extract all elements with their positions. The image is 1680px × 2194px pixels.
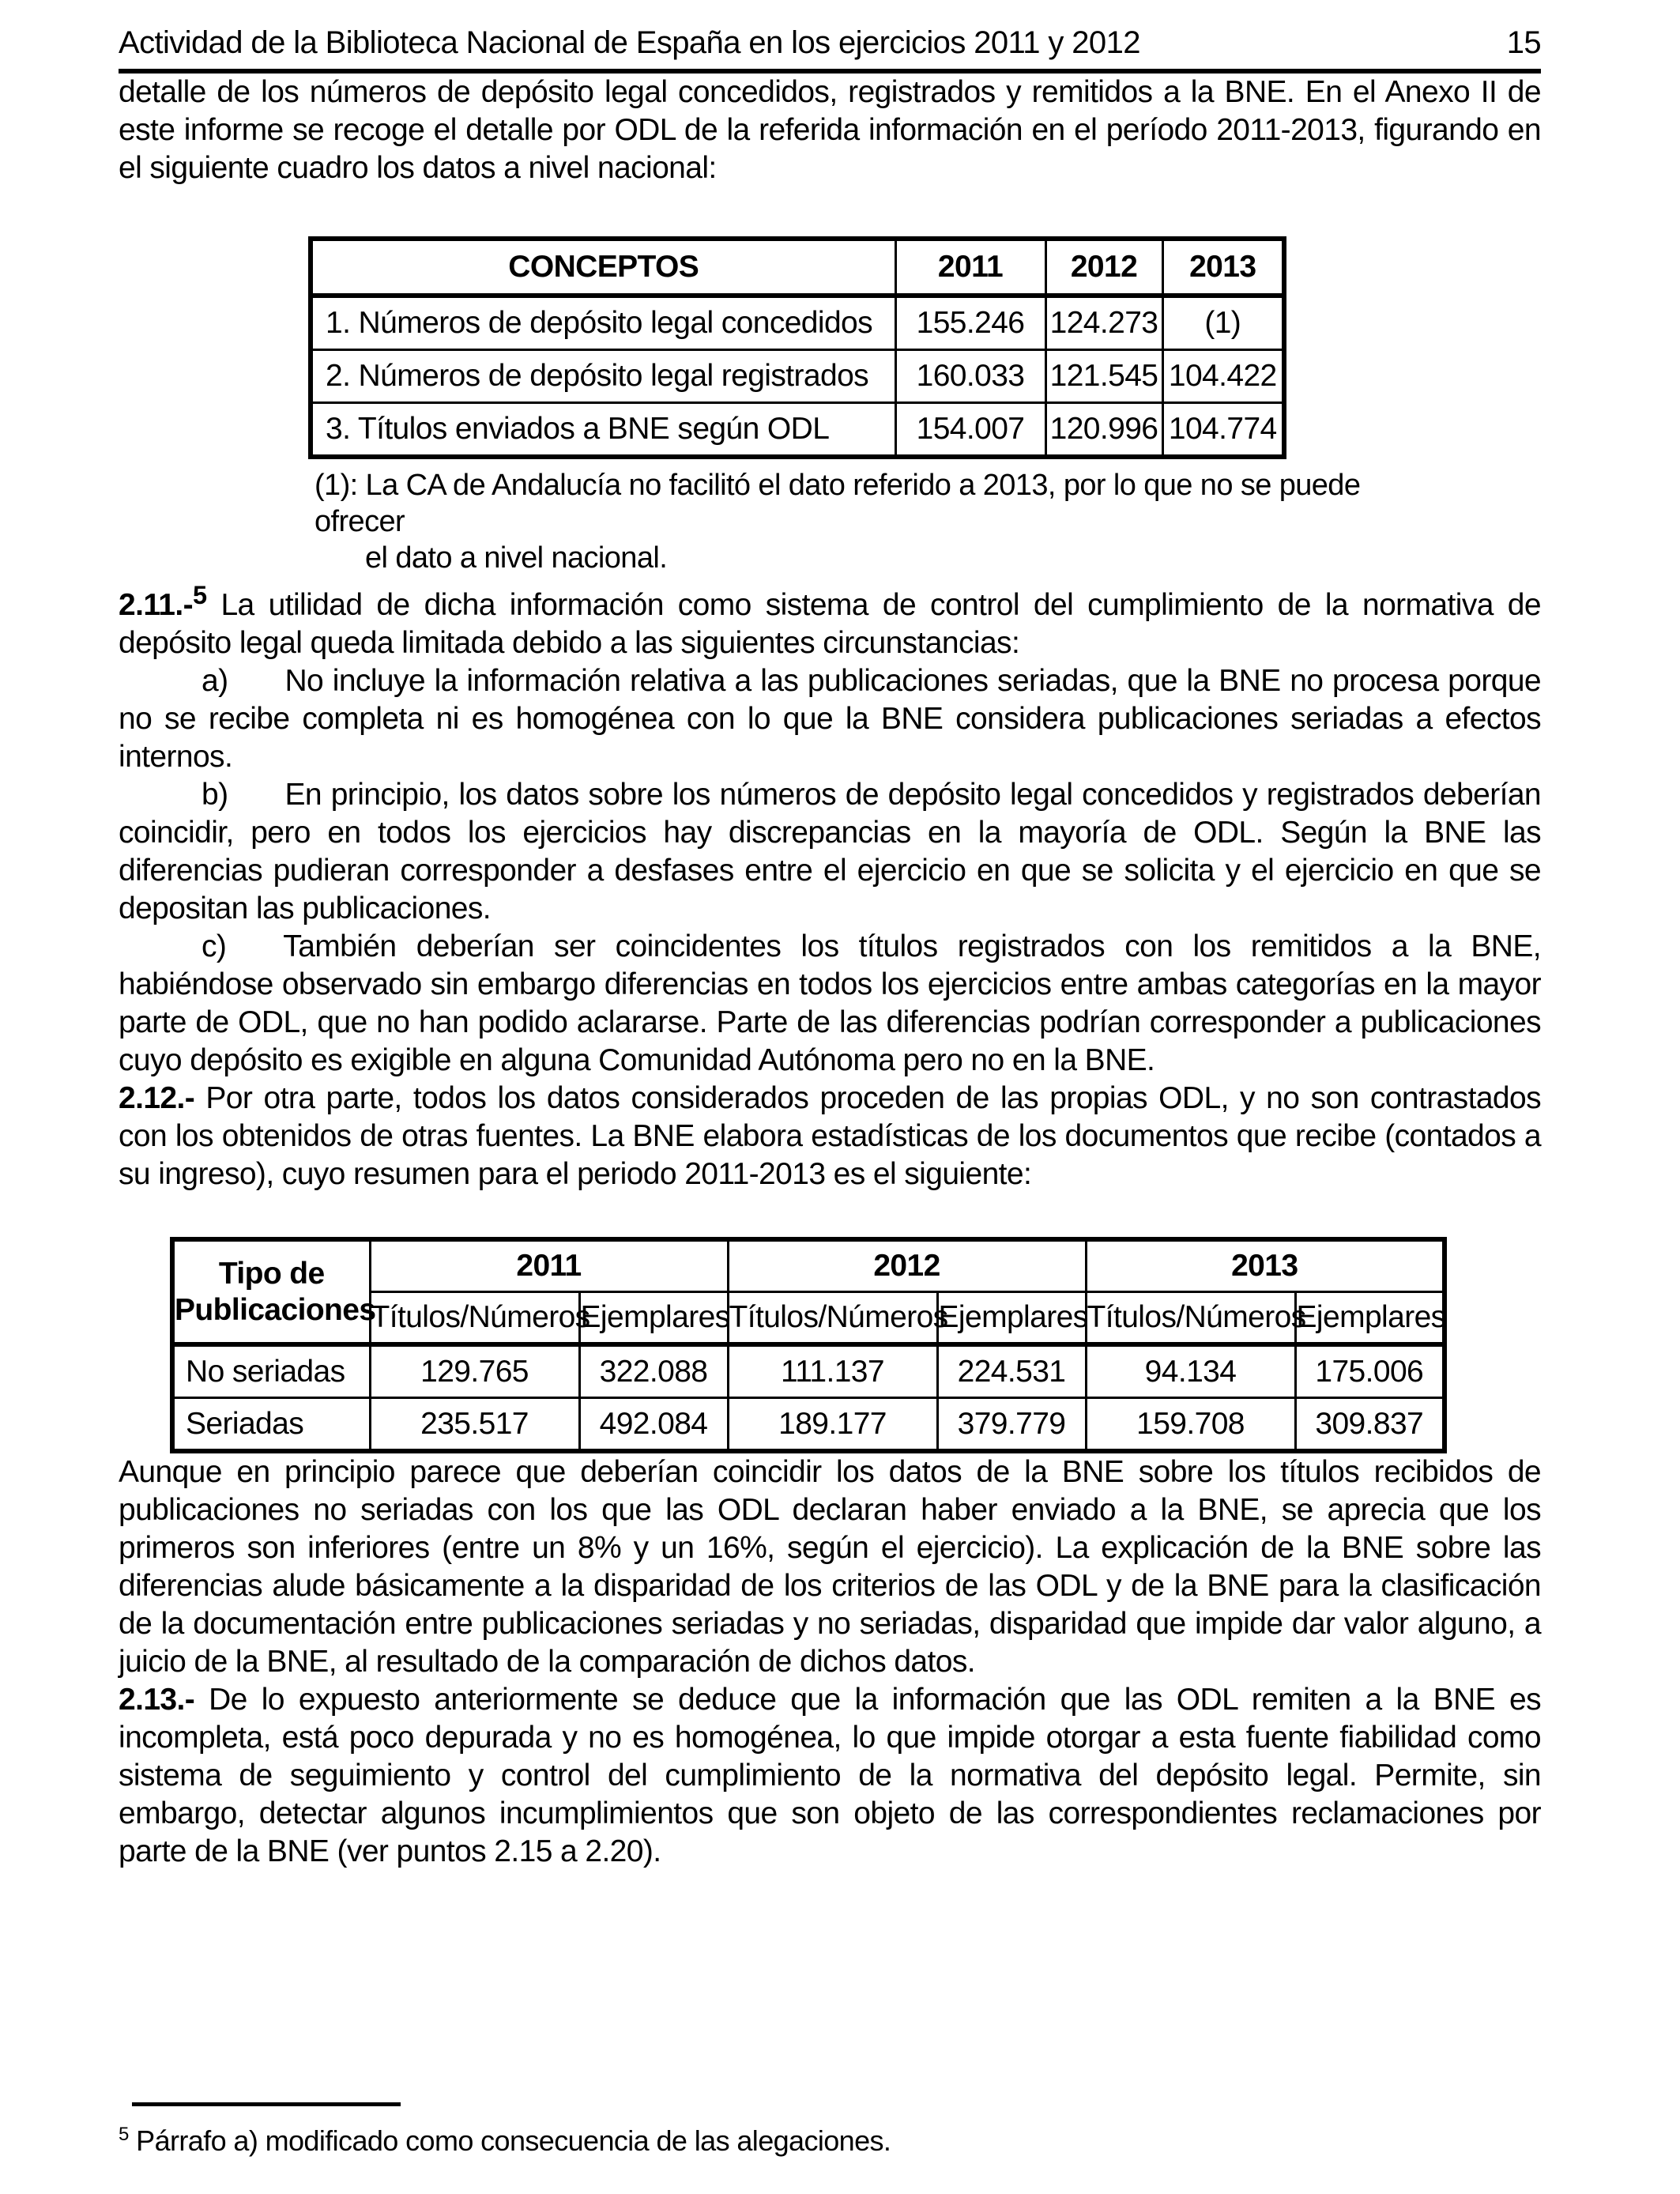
item-text: No incluye la información relativa a las publicaciones seriadas, que la BNE no procesa porque no se recibe completa ni es homogénea con lo que la BNE considera publicaciones seriadas a efectos internos. xyxy=(119,664,1541,774)
footnote-area xyxy=(119,2102,1541,2187)
subheader-titulos: Títulos/Números xyxy=(370,1292,579,1345)
table-cell: 235.517 xyxy=(370,1398,579,1452)
corner-header: Tipo de Publicaciones xyxy=(172,1239,370,1344)
column-header-2013: 2013 xyxy=(1162,239,1284,296)
table-cell: 104.422 xyxy=(1162,350,1284,403)
item-label: c) xyxy=(202,929,227,963)
list-item-a xyxy=(119,662,1541,776)
subheader-titulos: Títulos/Números xyxy=(728,1292,937,1345)
table-footnote xyxy=(315,467,1405,576)
aunque-paragraph: Aunque en principio parece que deberían coincidir los datos de la BNE sobre los títulos recibidos de publicaciones no seriadas con los que las ODL declaran haber enviado a la BNE, se aprecia que los primeros son inferiores (entre un 8% y un 16%, según el ejercicio). La explicación de la BNE sobre las diferencias alude básicamente a la disparidad de los criterios de las ODL y de la BNE para la clasificación de la documentación entre publicaciones seriadas y no seriadas, disparidad que impide dar valor alguno, a juicio de la BNE, al resultado de la comparación de dichos datos. xyxy=(119,1455,1541,1679)
table-footnote-line2: el dato a nivel nacional. xyxy=(365,541,668,575)
table-year-header-row xyxy=(172,1239,1445,1292)
table-cell: 322.088 xyxy=(579,1344,728,1398)
table-row xyxy=(311,350,1284,403)
table-footnote-line1: (1): La CA de Andalucía no facilitó el dato referido a 2013, por lo que no se puede ofrecer xyxy=(315,469,1361,538)
table-cell: 160.033 xyxy=(895,350,1045,403)
subheader-titulos: Títulos/Números xyxy=(1086,1292,1295,1345)
table-cell: (1) xyxy=(1162,296,1284,350)
table-cell: 154.007 xyxy=(895,403,1045,458)
subheader-ejemplares: Ejemplares xyxy=(579,1292,728,1345)
page-header xyxy=(119,24,1541,74)
section-number: 2.11.- xyxy=(119,588,193,622)
publications-table xyxy=(170,1237,1447,1453)
table-row xyxy=(311,403,1284,458)
table-cell: 492.084 xyxy=(579,1398,728,1452)
row-label: Seriadas xyxy=(172,1398,370,1452)
section-2-13 xyxy=(119,1681,1541,1871)
page-number: 15 xyxy=(1506,25,1541,60)
table-cell: 155.246 xyxy=(895,296,1045,350)
subheader-ejemplares: Ejemplares xyxy=(937,1292,1086,1345)
table-row xyxy=(172,1344,1445,1398)
section-text: De lo expuesto anteriormente se deduce que la información que las ODL remiten a la BNE es incompleta, está poco depurada y no es homogénea, lo que impide otorgar a esta fuente fiabilidad como sistema de seguimiento y control del cumplimiento de la normativa del depósito legal. Permite, sin embargo, detectar algunos incumplimientos que son objeto de las correspondientes reclamaciones por parte de la BNE (ver puntos 2.15 a 2.20). xyxy=(119,1683,1541,1868)
table-cell: 104.774 xyxy=(1162,403,1284,458)
table-cell: 309.837 xyxy=(1295,1398,1445,1452)
table-cell: 129.765 xyxy=(370,1344,579,1398)
column-header-2012: 2012 xyxy=(1045,239,1162,296)
footnote-marker-5: 5 xyxy=(192,581,207,609)
table-header-row xyxy=(311,239,1284,296)
year-header-2013: 2013 xyxy=(1086,1239,1445,1292)
table-cell: 224.531 xyxy=(937,1344,1086,1398)
row-label: 3. Títulos enviados a BNE según ODL xyxy=(311,403,895,458)
year-header-2011: 2011 xyxy=(370,1239,728,1292)
table-cell: 120.996 xyxy=(1045,403,1162,458)
footnote-separator-rule xyxy=(132,2102,401,2106)
footnote-5 xyxy=(119,2124,1541,2158)
running-header-title: Actividad de la Biblioteca Nacional de España en los ejercicios 2011 y 2012 xyxy=(119,25,1140,60)
section-2-11 xyxy=(119,576,1541,662)
section-number: 2.13.- xyxy=(119,1683,195,1717)
table-cell: 175.006 xyxy=(1295,1344,1445,1398)
list-item-b xyxy=(119,776,1541,928)
table-cell: 111.137 xyxy=(728,1344,937,1398)
column-header-conceptos: CONCEPTOS xyxy=(311,239,895,296)
table-cell: 159.708 xyxy=(1086,1398,1295,1452)
column-header-2011: 2011 xyxy=(895,239,1045,296)
footnote-number: 5 xyxy=(119,2124,129,2145)
item-label: a) xyxy=(202,664,228,698)
row-label: No seriadas xyxy=(172,1344,370,1398)
section-2-12 xyxy=(119,1080,1541,1193)
table-cell: 189.177 xyxy=(728,1398,937,1452)
item-text: En principio, los datos sobre los números de depósito legal concedidos y registrados deberían coincidir, pero en todos los ejercicios hay discrepancias en la mayoría de ODL. Según la BNE las diferencias pudieran corresponder a desfases entre el ejercicio en que se solicita y el ejercicio en que se depositan las publicaciones. xyxy=(119,778,1541,925)
table-row xyxy=(172,1398,1445,1452)
footnote-text: Párrafo a) modificado como consecuencia de las alegaciones. xyxy=(136,2124,891,2157)
item-label: b) xyxy=(202,778,228,812)
section-text: La utilidad de dicha información como sistema de control del cumplimiento de la normativa de depósito legal queda limitada debido a las siguientes circunstancias: xyxy=(119,588,1541,660)
subheader-ejemplares: Ejemplares xyxy=(1295,1292,1445,1345)
list-item-c xyxy=(119,928,1541,1080)
row-label: 1. Números de depósito legal concedidos xyxy=(311,296,895,350)
section-number: 2.12.- xyxy=(119,1081,195,1115)
item-text: También deberían ser coincidentes los títulos registrados con los remitidos a la BNE, habiéndose observado sin embargo diferencias en todos los ejercicios entre ambas categorías en la mayor parte de ODL, que no han podido aclararse. Parte de las diferencias podrían corresponder a publicaciones cuyo depósito es exigible en alguna Comunidad Autónoma pero no en la BNE. xyxy=(119,929,1541,1077)
section-text: Por otra parte, todos los datos considerados proceden de las propias ODL, y no son contrastados con los obtenidos de otras fuentes. La BNE elabora estadísticas de los documentos que recibe (contados a su ingreso), cuyo resumen para el periodo 2011-2013 es el siguiente: xyxy=(119,1081,1541,1191)
table-cell: 379.779 xyxy=(937,1398,1086,1452)
table-cell: 94.134 xyxy=(1086,1344,1295,1398)
table-cell: 124.273 xyxy=(1045,296,1162,350)
row-label: 2. Números de depósito legal registrados xyxy=(311,350,895,403)
concepts-table xyxy=(308,236,1286,459)
year-header-2012: 2012 xyxy=(728,1239,1086,1292)
intro-paragraph: detalle de los números de depósito legal concedidos, registrados y remitidos a la BNE. En el Anexo II de este informe se recoge el detalle por ODL de la referida información en el período 2011-2013, figurando en el siguiente cuadro los datos a nivel nacional: xyxy=(119,75,1541,185)
table-cell: 121.545 xyxy=(1045,350,1162,403)
table-row xyxy=(311,296,1284,350)
